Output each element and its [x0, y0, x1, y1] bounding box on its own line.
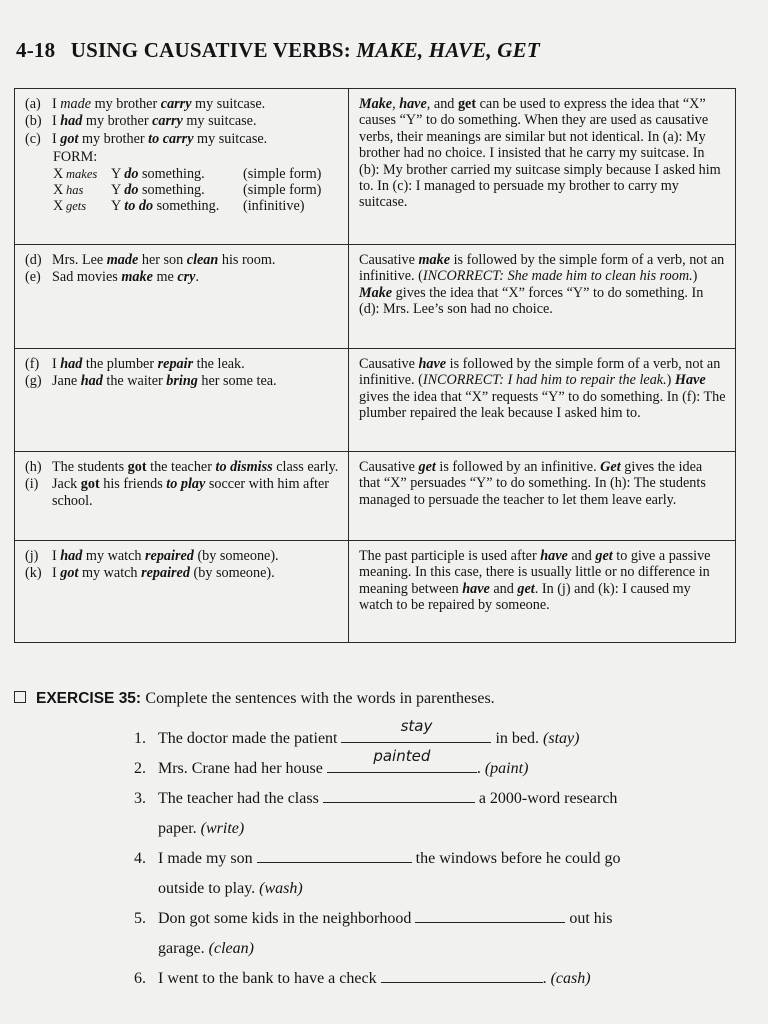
example-text: made: [106, 252, 139, 268]
exercise-item: [134, 904, 734, 934]
answer-blank[interactable]: [323, 784, 475, 803]
example-label: (a): [25, 96, 41, 112]
chart-row: [15, 452, 736, 541]
example-text: carry: [152, 113, 183, 130]
example-text: Jane: [52, 373, 81, 390]
example-text: the plumber: [82, 356, 158, 372]
example-text: to carry: [148, 130, 194, 147]
explanation-text: INCORRECT: I had him to repair the leak.: [422, 372, 667, 389]
example-label: (k): [25, 565, 42, 582]
exercise-item-continuation: [134, 934, 734, 964]
example-text: .: [195, 269, 199, 286]
chart-row: [15, 541, 736, 643]
examples-cell: [15, 541, 349, 643]
explanation-text: is followed by the simple form of a verb, not an infinitive. (: [359, 356, 721, 389]
item-hint: (write): [200, 820, 245, 837]
example-text: my suitcase.: [191, 96, 266, 112]
item-number: 5.: [134, 910, 146, 927]
example-label: (i): [25, 476, 39, 493]
item-text-after: .: [542, 970, 551, 987]
form-verb: has: [66, 183, 84, 198]
explanation-text: Get: [600, 459, 621, 475]
form-verb: gets: [66, 199, 87, 214]
example-text: the leak.: [193, 356, 245, 372]
example-text: had: [60, 548, 83, 564]
exercise-label: EXERCISE 35:: [36, 690, 142, 707]
explanation-text: and: [567, 548, 596, 564]
form-label: FORM:: [53, 149, 98, 166]
examples-cell: [15, 245, 349, 349]
example-text: his room.: [218, 252, 276, 268]
example-text: The students: [52, 459, 128, 475]
exercise-item: [134, 747, 734, 784]
example-text: Jack: [52, 476, 81, 493]
example-text: repaired: [145, 548, 194, 564]
example-sentence: [25, 548, 340, 564]
explanation-text: The past participle is used after: [359, 548, 541, 564]
item-text-after: .: [476, 760, 485, 777]
explanation-text: get: [457, 96, 477, 112]
exercise-item: [134, 784, 734, 814]
explanation-cell: [349, 89, 736, 245]
continuation-text: outside to play.: [158, 880, 260, 897]
item-text-before: I went to the bank to have a check: [158, 970, 381, 987]
example-text: had: [60, 356, 83, 372]
example-text: Mrs. Lee: [52, 252, 107, 268]
form-y: Y to do something.: [111, 198, 220, 215]
explanation-text: is followed by the simple form of a verb, not an infinitive. (: [359, 252, 725, 285]
explanation-cell: [349, 541, 736, 643]
example-text: class early.: [272, 459, 339, 475]
example-text: to play: [166, 476, 206, 493]
form-x: X: [53, 198, 64, 215]
example-text: had: [60, 113, 83, 130]
example-sentence: [25, 356, 340, 372]
continuation-text: paper.: [158, 820, 201, 837]
checkbox-icon[interactable]: [14, 691, 26, 703]
example-label: (d): [25, 252, 42, 268]
explanation-text: ): [666, 372, 675, 389]
explanation-text: Have: [674, 372, 706, 389]
example-text: my watch: [82, 548, 146, 564]
answer-blank[interactable]: [257, 844, 412, 863]
form-block: [53, 149, 340, 215]
example-text: got: [60, 130, 79, 147]
example-sentence: [25, 459, 340, 475]
example-sentence: [25, 269, 340, 285]
explanation-text: have: [418, 356, 447, 372]
example-text: I: [52, 113, 61, 130]
example-text: I: [52, 548, 61, 564]
explanation-text: gives the idea that “X” requests “Y” to do something. In (f): The plumber repaired the leak because I asked him to.: [359, 388, 726, 422]
explanation-text: gives the idea that “X” forces “Y” to do something. In (d): Mrs. Lee’s son had no choice.: [359, 284, 704, 318]
grammar-chart: [14, 88, 736, 643]
example-text: make: [121, 269, 153, 286]
explanation-text: get: [418, 459, 436, 475]
example-text: (by someone).: [193, 548, 279, 564]
form-row: [53, 166, 340, 182]
example-text: I: [52, 565, 61, 582]
exercise-item: [134, 964, 734, 994]
explanation-text: get: [517, 580, 535, 597]
example-sentence: [25, 131, 340, 147]
example-text: made: [60, 96, 92, 112]
item-hint: (paint): [484, 760, 529, 777]
explanation-text: ,: [392, 96, 400, 112]
example-text: got: [60, 565, 79, 582]
example-text: clean: [186, 252, 219, 268]
example-text: got: [127, 459, 147, 475]
explanation-text: have: [462, 580, 490, 597]
item-text-after: in bed.: [491, 730, 544, 747]
explanation-text: ): [692, 268, 698, 285]
example-text: soccer with him after school.: [52, 476, 330, 509]
example-text: her some tea.: [197, 373, 277, 390]
example-text: my suitcase.: [193, 130, 268, 147]
example-sentence: [25, 113, 340, 129]
answer-blank[interactable]: [381, 964, 543, 983]
explanation-text: and: [489, 580, 518, 597]
examples-cell: [15, 349, 349, 452]
item-text-after: the windows before he could go: [411, 850, 621, 867]
item-number: 2.: [134, 760, 146, 777]
example-text: I: [52, 356, 61, 372]
example-sentence: [25, 476, 340, 509]
form-row: [53, 198, 340, 214]
explanation-text: is followed by an infinitive.: [435, 459, 601, 475]
example-text: repaired: [141, 565, 190, 582]
example-label: (j): [25, 548, 39, 564]
form-row: [53, 182, 340, 198]
explanation-cell: [349, 349, 736, 452]
chart-row: [15, 89, 736, 245]
item-text-before: Don got some kids in the neighborhood: [158, 910, 416, 927]
example-text: (by someone).: [189, 565, 275, 582]
example-text: bring: [166, 373, 198, 390]
explanation-text: INCORRECT: She made him to clean his room.: [422, 268, 693, 285]
explanation-text: get: [595, 548, 613, 564]
explanation-text: , and: [426, 96, 458, 112]
example-text: I: [52, 96, 61, 112]
form-y: Y do something.: [111, 165, 205, 182]
example-text: me: [152, 269, 178, 286]
explanation-text: Causative: [359, 356, 419, 372]
item-hint: (cash): [550, 970, 591, 987]
explanation-text: Make: [359, 284, 393, 301]
example-sentence: [25, 252, 340, 268]
item-text-before: Mrs. Crane had her house: [158, 760, 327, 777]
example-text: my brother: [91, 96, 161, 112]
example-text: his friends: [99, 476, 167, 493]
section-title: USING CAUSATIVE VERBS:: [70, 38, 351, 62]
form-note: (simple form): [243, 165, 322, 182]
form-verb: makes: [66, 166, 98, 181]
item-text-before: I made my son: [158, 850, 257, 867]
explanation-text: can be used to express the idea that “X” causes “Y” to do something. When they are used as causative verbs, their meanings are similar but not identical. In (a): My brother had no choice. I insisted that he carry my suitcase. In (b): My brother carried my suitcase simply because I asked him to. In (c): I managed to persuade my brother to carry my suitcase.: [359, 96, 721, 211]
section-heading: [16, 38, 540, 63]
explanation-text: gives the idea that “X” persuades “Y” to do something. In (h): The students managed to persuade the teacher to let them leave early.: [359, 459, 706, 508]
explanation-cell: [349, 452, 736, 541]
example-label: (c): [25, 130, 41, 147]
form-x: X: [53, 182, 64, 199]
explanation-text: Causative: [359, 459, 419, 475]
example-text: I: [52, 130, 61, 147]
explanation-text: Make: [359, 96, 393, 112]
item-number: 1.: [134, 730, 146, 747]
example-label: (g): [25, 373, 42, 390]
examples-cell: [15, 89, 349, 245]
example-text: Sad movies: [52, 269, 122, 286]
example-label: (h): [25, 459, 42, 475]
item-text-before: The teacher had the class: [158, 790, 323, 807]
example-label: (b): [25, 113, 42, 130]
example-text: to dismiss: [215, 459, 273, 475]
exercise-items: [134, 717, 734, 994]
chart-row: [15, 349, 736, 452]
item-number: 3.: [134, 790, 146, 807]
example-text: my brother: [78, 130, 149, 147]
example-sentence: [25, 373, 340, 389]
continuation-text: garage.: [158, 940, 209, 957]
example-text: my suitcase.: [182, 113, 257, 130]
item-number: 4.: [134, 850, 146, 867]
example-sentence: [25, 96, 340, 112]
explanation-cell: [349, 245, 736, 349]
example-text: repair: [157, 356, 194, 372]
form-y: Y do something.: [111, 182, 205, 199]
item-hint: (clean): [208, 940, 254, 957]
item-hint: (wash): [259, 880, 303, 897]
example-text: my watch: [78, 565, 142, 582]
example-text: my brother: [82, 113, 153, 130]
examples-cell: [15, 452, 349, 541]
answer-blank[interactable]: [327, 747, 477, 773]
example-text: the waiter: [102, 373, 167, 390]
explanation-text: make: [418, 252, 451, 268]
explanation-text: Causative: [359, 252, 419, 268]
form-note: (infinitive): [243, 198, 305, 215]
explanation-text: to give a passive meaning. In this case, there is usually little or no difference in meaning between: [359, 548, 711, 597]
item-hint: (stay): [543, 730, 580, 747]
item-text-after: a 2000-word research: [474, 790, 618, 807]
section-number: 4-18: [16, 38, 56, 62]
handwritten-answer[interactable]: stay: [400, 717, 433, 735]
section-title-verbs: MAKE, HAVE, GET: [356, 38, 540, 62]
example-text: her son: [138, 252, 187, 268]
example-text: carry: [160, 96, 192, 112]
item-text-after: out his: [565, 910, 613, 927]
explanation-text: have: [540, 548, 568, 564]
exercise-item-continuation: [134, 814, 734, 844]
example-text: cry: [177, 269, 196, 286]
exercise-item-continuation: [134, 874, 734, 904]
example-text: had: [80, 373, 103, 390]
form-note: (simple form): [243, 182, 322, 199]
explanation-text: . In (j) and (k): I caused my watch to be repaired by someone.: [359, 580, 691, 614]
exercise-header: [14, 690, 495, 708]
chart-row: [15, 245, 736, 349]
example-text: the teacher: [146, 459, 216, 475]
answer-blank[interactable]: [415, 904, 565, 923]
exercise-instructions: Complete the sentences with the words in parentheses.: [145, 690, 495, 707]
form-x: X: [53, 165, 64, 182]
explanation-text: have: [399, 96, 427, 112]
example-text: got: [80, 476, 100, 493]
item-text-before: The doctor made the patient: [158, 730, 342, 747]
example-label: (f): [25, 356, 40, 372]
exercise-item: [134, 844, 734, 874]
handwritten-answer[interactable]: painted: [373, 747, 431, 765]
example-sentence: [25, 565, 340, 581]
item-number: 6.: [134, 970, 146, 987]
example-label: (e): [25, 269, 41, 286]
